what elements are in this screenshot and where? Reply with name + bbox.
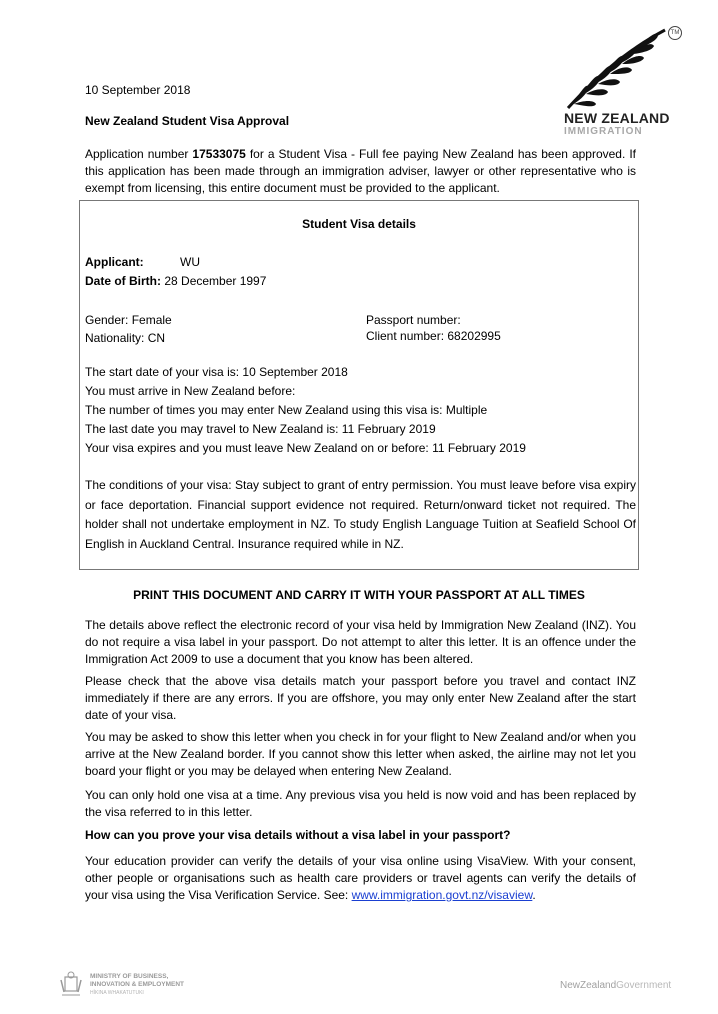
- nz-government-logo: NewZealandGovernment: [560, 980, 672, 991]
- nationality: Nationality: CN: [85, 331, 166, 345]
- intro-paragraph: Application number 17533075 for a Student Visa - Full fee paying New Zealand has been approved. If this application has been made through an immigration adviser, lawyer or other representative who is exempt from licensing, this entire document must be provided to the applicant.: [85, 147, 636, 195]
- body-paragraph: You can only hold one visa at a time. Any previous visa you held is now void and has been replaced by the visa referred to in this letter.: [85, 788, 636, 819]
- gender: Gender: Female: [85, 313, 172, 327]
- silver-fern-icon: [560, 24, 686, 114]
- dob-row: Date of Birth: 28 December 1997: [85, 274, 267, 288]
- visa-date-line: The number of times you may enter New Zealand using this visa is: Multiple: [85, 403, 488, 417]
- nz-immigration-logo: [560, 24, 686, 144]
- applicant-label: Applicant:: [85, 255, 144, 269]
- details-heading: Student Visa details: [302, 217, 416, 231]
- ministry-line: MINISTRY OF BUSINESS,: [90, 973, 169, 980]
- print-notice: PRINT THIS DOCUMENT AND CARRY IT WITH YOUR PASSPORT AT ALL TIMES: [133, 588, 585, 602]
- ministry-line: HĪKINA WHAKATUTUKI: [90, 990, 144, 996]
- mbie-footer-logo: [58, 970, 228, 1000]
- visa-date-line: You must arrive in New Zealand before:: [85, 384, 296, 398]
- coat-of-arms-icon: [58, 970, 84, 998]
- body-paragraph: You may be asked to show this letter when you check in for your flight to New Zealand and/or when you arrive at the New Zealand border. If you cannot show this letter when asked, the airline may not let you board your flight or you may be delayed when entering New Zealand.: [85, 730, 636, 778]
- applicant-value: WU: [180, 255, 200, 269]
- client-number: Client number: 68202995: [366, 329, 501, 343]
- letter-subject: New Zealand Student Visa Approval: [85, 114, 290, 128]
- logo-agency-text: IMMIGRATION: [564, 126, 643, 137]
- ministry-line: INNOVATION & EMPLOYMENT: [90, 981, 185, 988]
- visa-date-line: Your visa expires and you must leave New Zealand on or before: 11 February 2019: [85, 441, 526, 455]
- application-number: 17533075: [192, 147, 246, 161]
- visa-conditions: The conditions of your visa: Stay subject to grant of entry permission. You must leave before visa expiry or face deportation. Financial support evidence not required. Return/onward ticket not required. The holder shall not undertake employment in NZ. To study English Language Tuition at Seafield School Of English in Auckland Central. Insurance required while in NZ.: [85, 478, 636, 551]
- trademark-badge: TM: [668, 26, 682, 40]
- body-paragraph: The details above reflect the electronic record of your visa held by Immigration New Zealand (INZ). You do not require a visa label in your passport. Do not attempt to alter this letter. It is an offence under the Immigration Act 2009 to use a document that you know has been altered.: [85, 618, 636, 666]
- body-paragraph: Please check that the above visa details match your passport before you travel and contact INZ immediately if there are any errors. If you are offshore, you may only enter New Zealand after the start date of your visa.: [85, 674, 636, 722]
- visa-proof-question: How can you prove your visa details without a visa label in your passport?: [85, 828, 511, 842]
- logo-brand-text: NEW ZEALAND: [564, 110, 670, 126]
- letter-date: 10 September 2018: [85, 83, 191, 97]
- body-paragraph: Your education provider can verify the details of your visa online using VisaView. With your consent, other people or organisations such as health care providers or travel agents can verify the details of your visa using the Visa Verification Service. See: www.immigration.govt.nz/visaview.: [85, 854, 636, 902]
- passport-number: Passport number:: [366, 313, 461, 327]
- visa-date-line: The last date you may travel to New Zealand is: 11 February 2019: [85, 422, 436, 436]
- visa-date-line: The start date of your visa is: 10 September 2018: [85, 365, 348, 379]
- visaview-link[interactable]: www.immigration.govt.nz/visaview: [351, 888, 533, 902]
